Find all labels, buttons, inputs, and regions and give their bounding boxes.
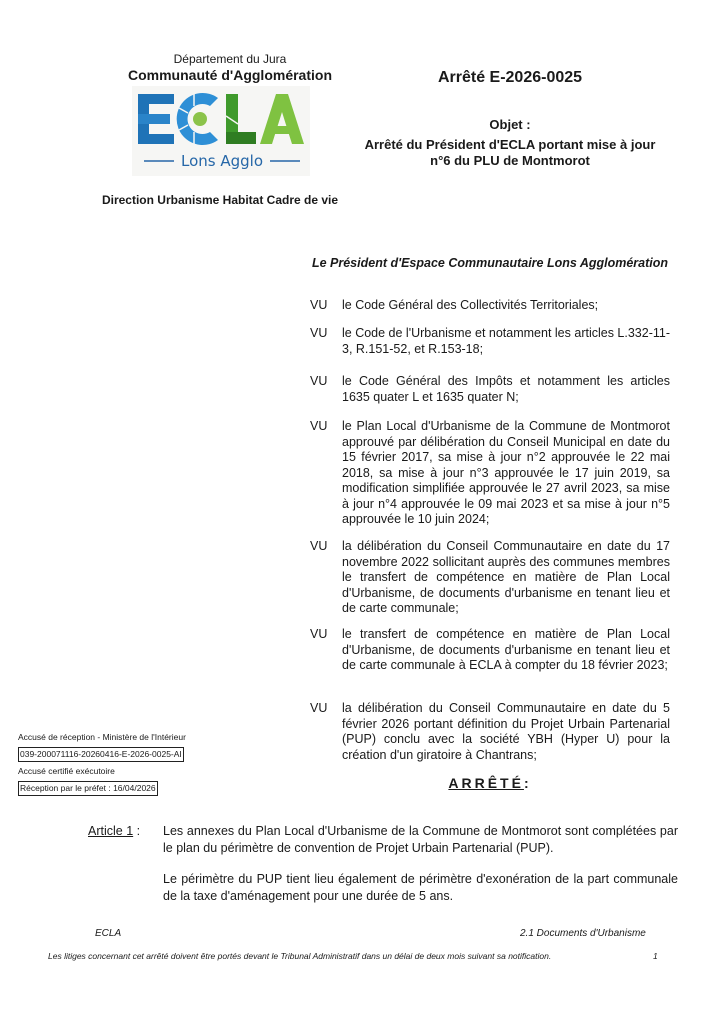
footer-category: 2.1 Documents d'Urbanisme [520, 928, 646, 939]
header-organization [100, 52, 360, 84]
decision-word: ARRÊTÉ [448, 775, 524, 791]
page-number: 1 [653, 951, 658, 961]
logo-letter-a [260, 94, 304, 144]
footer-legal-notice: Les litiges concernant cet arrêté doivent être portés devant le Tribunal Administratif dans un délai de deux mois suivant sa notification. [48, 951, 552, 961]
article-separator: : [133, 824, 141, 838]
vu-text: le Code Général des Collectivités Territoriales; [342, 298, 599, 312]
article-body [163, 823, 678, 919]
vu-item [310, 539, 670, 617]
decision-heading [290, 775, 690, 791]
vu-label: VU [310, 701, 328, 715]
ecla-logo [132, 86, 310, 176]
objet-text-line1: Arrêté du Président d'ECLA portant mise à jour [364, 137, 656, 152]
direction-name: Direction Urbanisme Habitat Cadre de vie [101, 193, 339, 207]
article-paragraph: Les annexes du Plan Local d'Urbanisme de la Commune de Montmorot sont complétées par le plan du périmètre de convention de Projet Urbain Partenarial (PUP). [163, 824, 678, 855]
logo-letter-c [177, 92, 218, 146]
vu-item [310, 701, 670, 763]
logo-dot [193, 112, 207, 126]
decision-suffix: : [523, 775, 532, 791]
vu-label: VU [310, 539, 328, 553]
vu-label: VU [310, 326, 328, 340]
vu-item [310, 298, 670, 314]
arrete-number: Arrêté E-2026-0025 [437, 69, 583, 86]
article-1 [88, 823, 678, 919]
vu-label: VU [310, 627, 328, 641]
department-name: Département du Jura [173, 52, 287, 66]
president-heading: Le Président d'Espace Communautaire Lons Agglomération [311, 256, 669, 270]
article-title: Article 1 [88, 824, 134, 838]
vu-text: le Plan Local d'Urbanisme de la Commune de Montmorot approuvé par délibération du Conseil Municipal en date du 15 février 2017, sa mise à jour n°2 approuvée le 22 mai 2018, sa mise à jour n°3 approuvée le 17 juin 2019, sa modification simplifiée approuvée le 27 avril 2023, sa mise à jour n°4 approuvée le 09 mai 2023 et sa mise à jour n°5 approuvée le 10 juin 2024; [342, 419, 670, 526]
objet-text [330, 137, 690, 169]
ecla-logo-graphic [132, 86, 310, 176]
logo-letter-e [138, 94, 174, 144]
vu-item [310, 326, 670, 357]
article-label [88, 823, 163, 919]
vu-item [310, 419, 670, 528]
article-paragraph: Le périmètre du PUP tient lieu également de périmètre d'exonération de la part communale de la taxe d'aménagement pour une durée de 5 ans. [163, 872, 678, 903]
logo-subtitle: Lons Agglo [180, 152, 264, 170]
vu-label: VU [310, 298, 328, 312]
vu-label: VU [310, 374, 328, 388]
vu-text: la délibération du Conseil Communautaire en date du 17 novembre 2022 sollicitant auprès des communes membres le transfert de compétence en matière de Plan Local d'Urbanisme, de documents d'urbanisme en tenant lieu et de carte communale; [342, 539, 670, 615]
objet-text-line2: n°6 du PLU de Montmorot [430, 153, 590, 168]
vu-text: le Code de l'Urbanisme et notamment les articles L.332-11-3, R.151-52, et R.153-18; [342, 326, 671, 356]
vu-label: VU [310, 419, 328, 433]
reception-reference: 039-200071116-20260416-E-2026-0025-AI [18, 747, 184, 762]
vu-item [310, 374, 670, 405]
vu-text: la délibération du Conseil Communautaire en date du 5 février 2026 portant définition du Projet Urbain Partenarial (PUP) conclu avec la société YBH (Hyper U) pour la création d'un giratoire à Chantrans; [342, 701, 670, 762]
footer-organization: ECLA [95, 928, 122, 939]
prefet-reception: Réception par le préfet : 16/04/2026 [18, 781, 158, 796]
reception-stamp [18, 730, 218, 798]
vu-item [310, 627, 670, 674]
certified-label: Accusé certifié exécutoire [18, 766, 115, 776]
vu-text: le Code Général des Impôts et notamment les articles 1635 quater L et 1635 quater N; [342, 374, 670, 404]
logo-letter-l [226, 94, 256, 144]
community-name: Communauté d'Agglomération [128, 67, 332, 83]
vu-text: le transfert de compétence en matière de Plan Local d'Urbanisme, de documents d'urbanisme en tenant lieu et de carte communale à ECLA à compter du 18 février 2023; [342, 627, 670, 672]
objet-label: Objet : [489, 117, 531, 132]
reception-label: Accusé de réception - Ministère de l'Intérieur [18, 732, 186, 742]
